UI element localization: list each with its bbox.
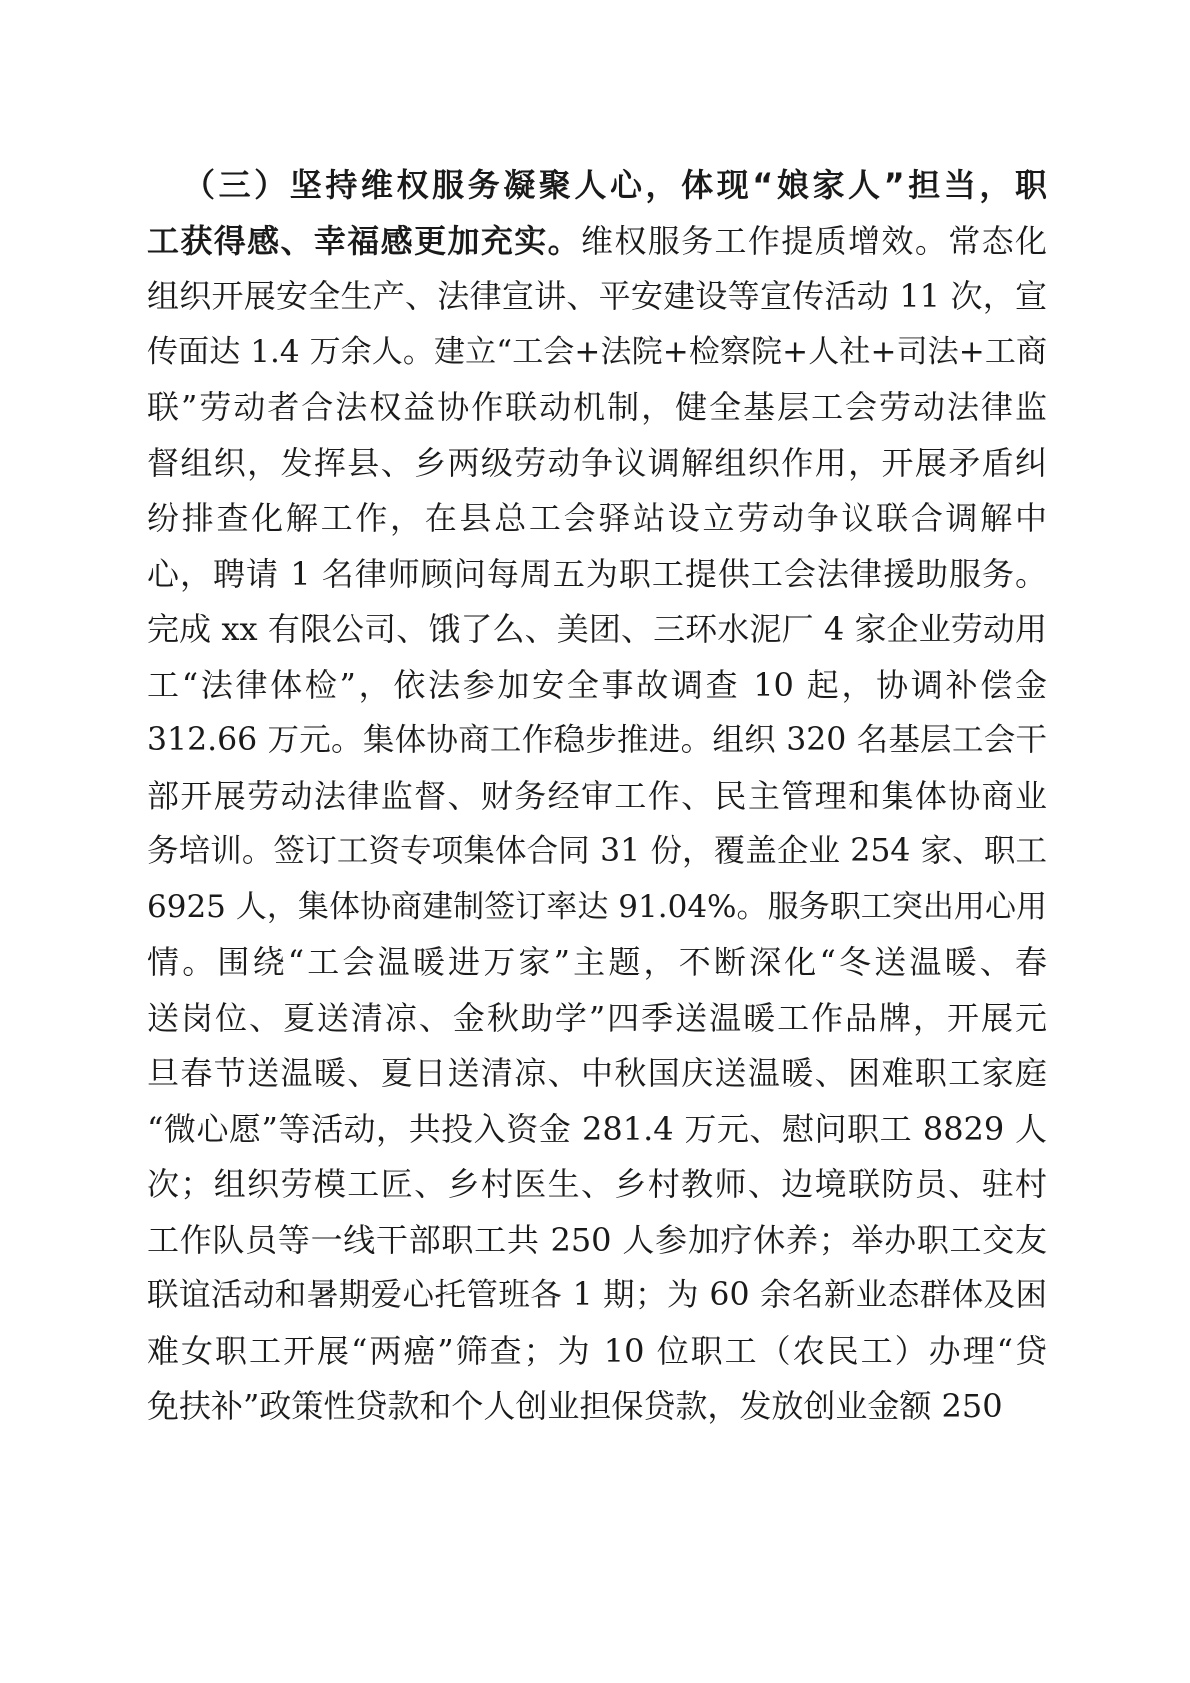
paragraph-line: 传面达 1.4 万余人。建立“工会+法院+检察院+人社+司法+工商 — [147, 333, 1047, 370]
paragraph-line: “微心愿”等活动，共投入资金 281.4 万元、慰问职工 8829 人 — [147, 1109, 1047, 1148]
paragraph-line: 312.66 万元。集体协商工作稳步推进。组织 320 名基层工会干 — [147, 722, 1047, 758]
paragraph-line: 联谊活动和暑期爱心托管班各 1 期；为 60 余名新业态群体及困 — [147, 1277, 1047, 1313]
paragraph-line: 工“法律体检”，依法参加安全事故调查 10 起，协调补偿金 — [147, 665, 1047, 704]
paragraph-line: 督组织，发挥县、乡两级劳动争议调解组织作用，开展矛盾纠 — [147, 443, 1047, 482]
paragraph-line: 送岗位、夏送清凉、金秋助学”四季送温暖工作品牌，开展元 — [147, 998, 1047, 1037]
paragraph-line: 旦春节送温暖、夏日送清凉、中秋国庆送温暖、困难职工家庭 — [147, 1054, 1047, 1092]
paragraph-line: 务培训。签订工资专项集体合同 31 份，覆盖企业 254 家、职工 — [147, 833, 1047, 869]
paragraph-line: 纷排查化解工作，在县总工会驿站设立劳动争议联合调解中 — [147, 499, 1047, 537]
paragraph-line: 组织开展安全生产、法律宣讲、平安建设等宣传活动 11 次，宣 — [147, 277, 1047, 315]
section-heading-line-2 — [147, 214, 1047, 270]
paragraph-line: 联”劳动者合法权益协作联动机制，健全基层工会劳动法律监 — [147, 388, 1047, 426]
document-body — [147, 158, 1047, 1435]
paragraph-line: 6925 人，集体协商建制签订率达 91.04%。服务职工突出用心用 — [147, 888, 1047, 925]
paragraph-line: 难女职工开展“两癌”筛查；为 10 位职工（农民工）办理“贷 — [147, 1331, 1047, 1370]
paragraph-line: 工作队员等一线干部职工共 250 人参加疗休养；举办职工交友 — [147, 1220, 1047, 1259]
section-heading-line-1: （三）坚持维权服务凝聚人心，体现“娘家人”担当，职 — [183, 166, 1047, 204]
paragraph-line: 次；组织劳模工匠、乡村医生、乡村教师、边境联防员、驻村 — [147, 1165, 1047, 1203]
section-heading-tail: 工获得感、幸福感更加充实。 — [147, 221, 581, 260]
paragraph-line: 心，聘请 1 名律师顾问每周五为职工提供工会法律援助服务。 — [147, 554, 1047, 593]
paragraph-text: 维权服务工作提质增效。常态化 — [581, 221, 1047, 260]
paragraph-line: 部开展劳动法律监督、财务经审工作、民主管理和集体协商业 — [147, 776, 1047, 815]
paragraph-line: 完成 xx 有限公司、饿了么、美团、三环水泥厂 4 家企业劳动用 — [147, 610, 1047, 648]
paragraph-line: 情。围绕“工会温暖进万家”主题，不断深化“冬送温暖、春 — [147, 943, 1047, 981]
paragraph-line: 免扶补”政策性贷款和个人创业担保贷款，发放创业金额 250 — [147, 1387, 1003, 1425]
